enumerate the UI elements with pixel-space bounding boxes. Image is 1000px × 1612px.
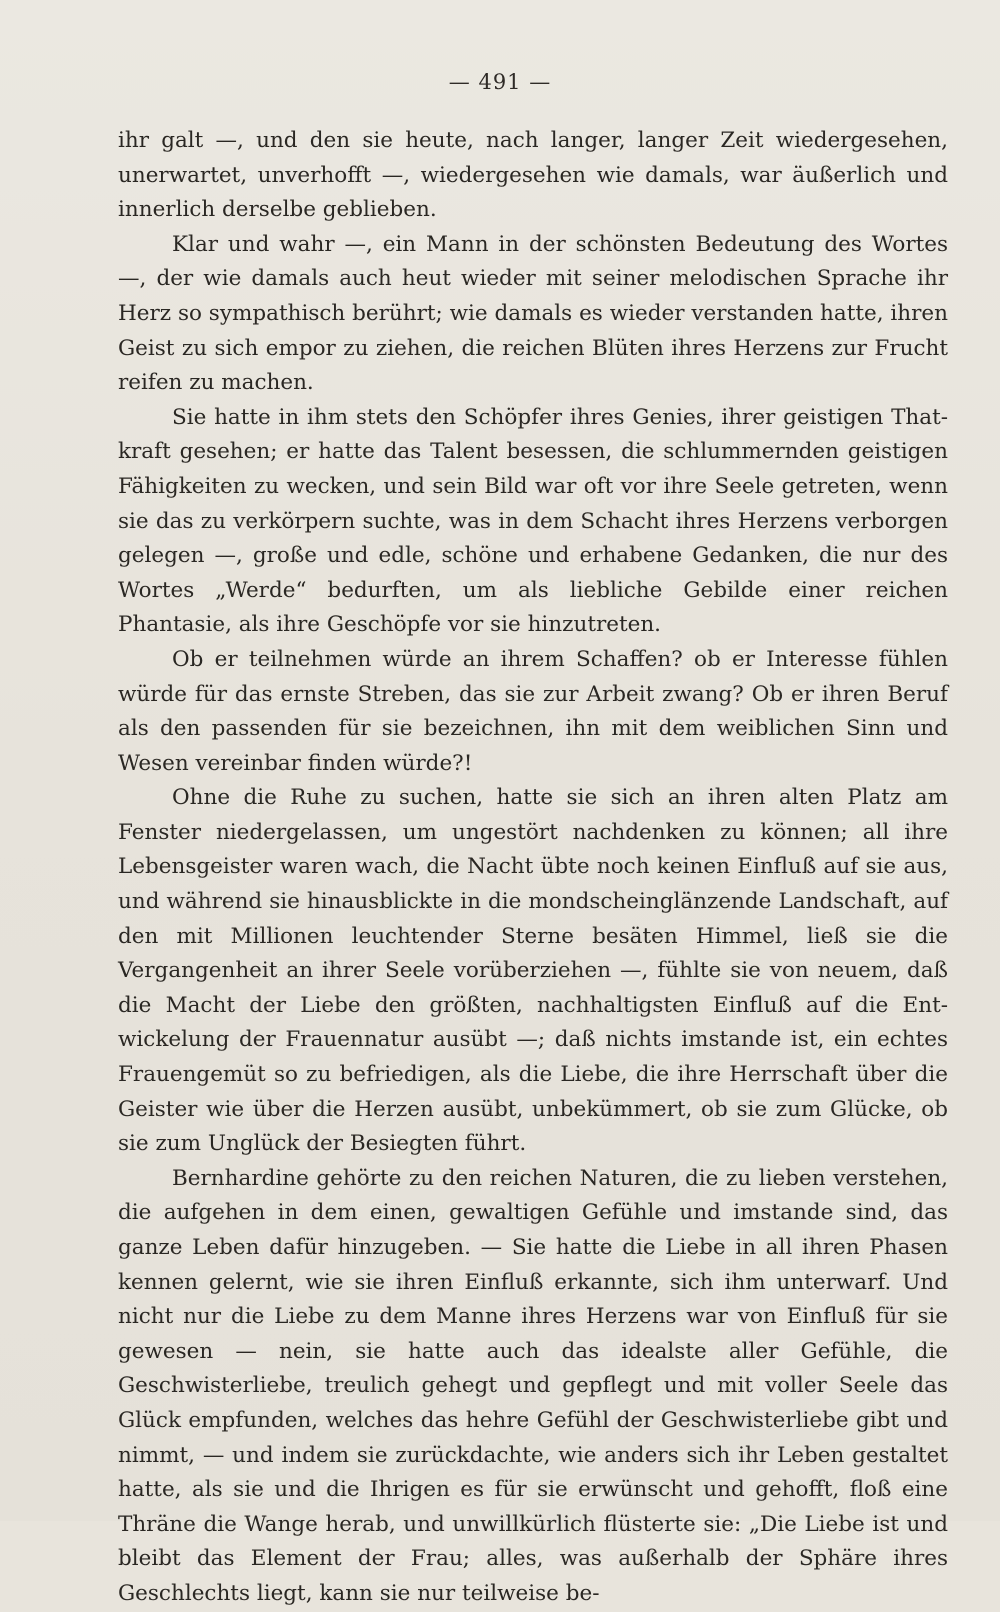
page-number: — 491 — xyxy=(448,70,552,94)
paragraph-continuation: ihr galt —, und den sie heute, nach langer, langer Zeit wiedergesehen, unerwartet, unverhofft —, wiedergesehen wie damals, war äußerlich und innerlich derselbe geblieben. xyxy=(118,128,948,223)
paragraph: Bernhardine gehörte zu den reichen Naturen, die zu lieben verstehen, die aufgehen in dem einen, gewaltigen Gefühle und imstande sind, das ganze Leben dafür hinzugeben. — Sie hatte die Liebe in all ihren Phasen kennen gelernt, wie sie ihren Einfluß erkannte, sich ihm unterwarf. Und nicht nur die Liebe zu dem Manne ihres Herzens war von Einfluß für sie gewesen — nein, sie hatte auch das idealste aller Gefühle, die Geschwisterliebe, treulich gehegt und gepflegt und mit voller Seele das Glück empfunden, welches das hehre Gefühl der Geschwisterliebe gibt und nimmt, — und indem sie zurückdachte, wie anders sich ihr Leben gestaltet hatte, als sie und die Ihrigen es für sie erwünscht und gehofft, floß eine Thräne die Wange herab, und unwillkürlich flüsterte sie: „Die Liebe ist und bleibt das Element der Frau; alles, was außerhalb der Sphäre ihres Geschlechts liegt, kann sie nur teilweise be- xyxy=(118,1165,948,1606)
paragraph: Sie hatte in ihm stets den Schöpfer ihres Genies, ihrer geistigen Thatkraft gesehen; er hatte das Talent besessen, die schlummernden geistigen Fähigkeiten zu wecken, und sein Bild war oft vor ihre Seele getreten, wenn sie das zu verkörpern suchte, was in dem Schacht ihres Herzens verborgen gelegen —, große und edle, schöne und erhabene Gedanken, die nur des Wortes „Werde“ bedurften, um als liebliche Gebilde einer reichen Phantasie, als ihre Geschöpfe vor sie hinzutreten. xyxy=(118,404,948,638)
paragraph: Ohne die Ruhe zu suchen, hatte sie sich an ihren alten Platz am Fenster niedergelassen, um ungestört nachdenken zu können; all ihre Lebensgeister waren wach, die Nacht übte noch keinen Einfluß auf sie aus, und während sie hinausblickte in die mondscheinglänzende Landschaft, auf den mit Millionen leuchtender Sterne besäten Himmel, ließ sie die Vergangenheit an ihrer Seele vorüberziehen —, fühlte sie von neuem, daß die Macht der Liebe den größten, nachhaltigsten Einfluß auf die Entwickelung der Frauennatur ausübt —; daß nichts imstande ist, ein echtes Frauengemüt so zu befriedigen, als die Liebe, die ihre Herrschaft über die Geister wie über die Herzen ausübt, unbekümmert, ob sie zum Glücke, ob sie zum Unglück der Besiegten führt. xyxy=(118,785,948,1157)
page-body xyxy=(118,124,948,1612)
paragraph: Ob er teilnehmen würde an ihrem Schaffen? ob er Interesse fühlen würde für das ernste Streben, das sie zur Arbeit zwang? Ob er ihren Beruf als den passenden für sie bezeichnen, ihn mit dem weiblichen Sinn und Wesen vereinbar finden würde?! xyxy=(118,646,948,776)
paragraph: Klar und wahr —, ein Mann in der schönsten Bedeutung des Wortes —, der wie damals auch heut wieder mit seiner melodischen Sprache ihr Herz so sympathisch berührt; wie damals es wieder verstanden hatte, ihren Geist zu sich empor zu ziehen, die reichen Blüten ihres Herzens zur Frucht reifen zu machen. xyxy=(118,231,948,396)
